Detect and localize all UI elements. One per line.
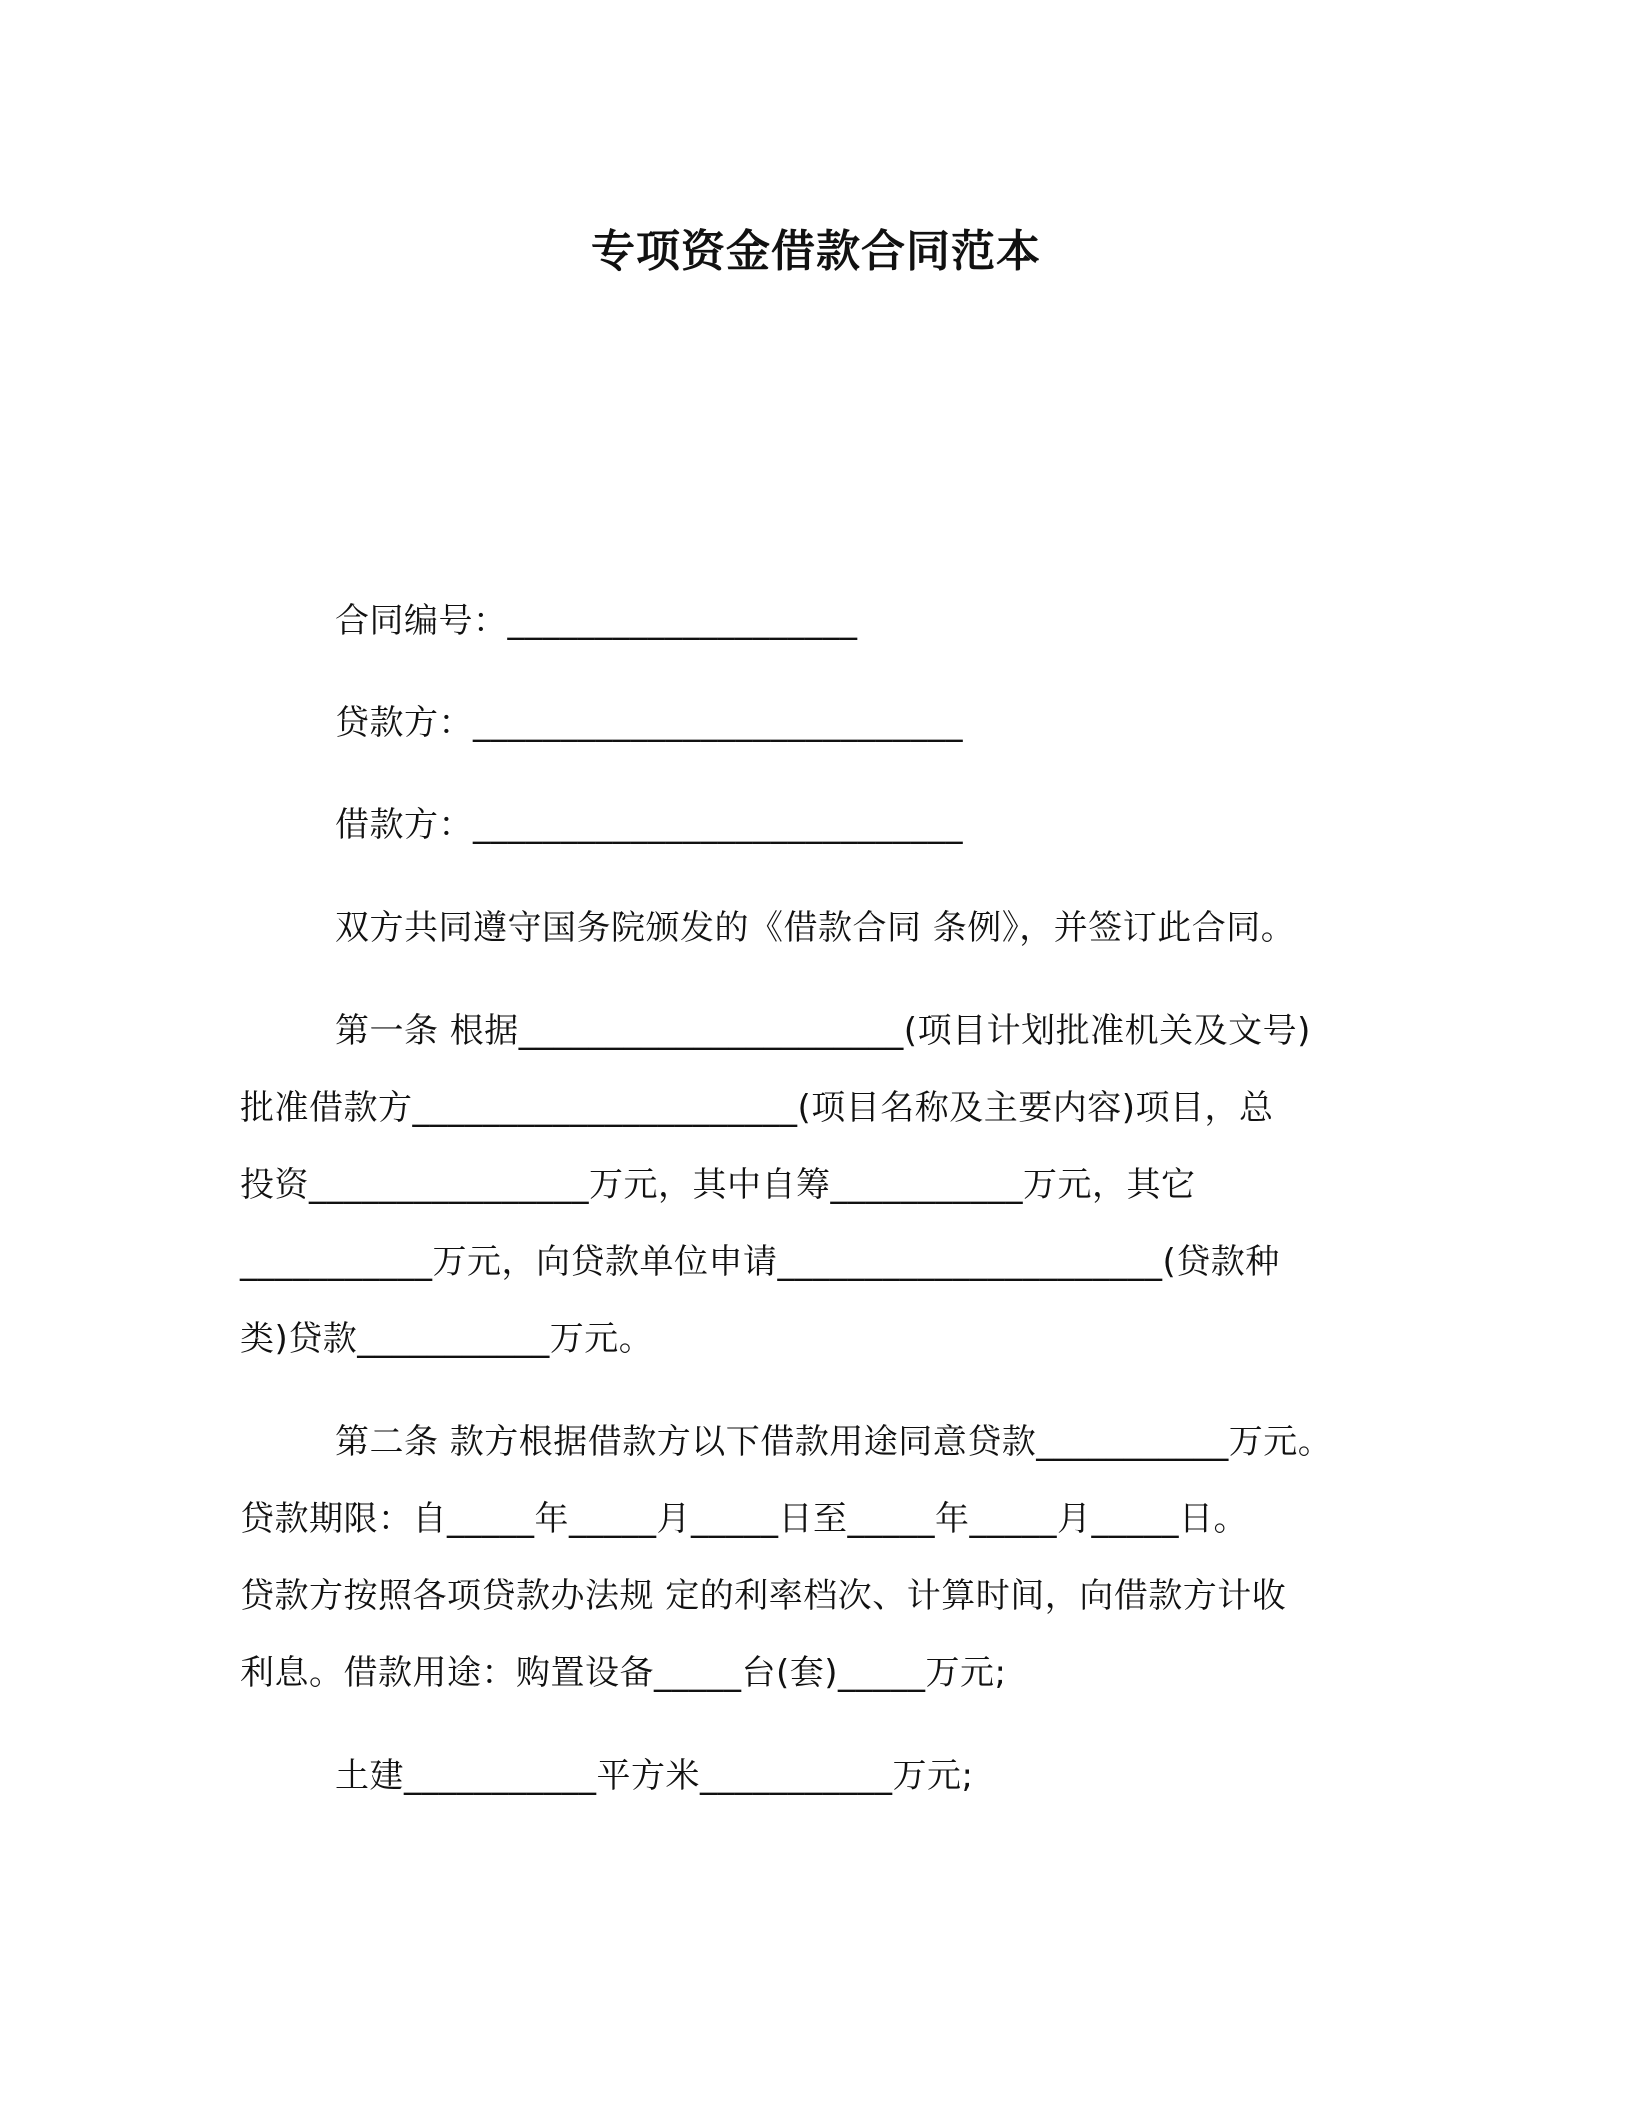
preamble-paragraph: 双方共同遵守国务院颁发的《借款合同 条例》，并签订此合同。 <box>335 908 1296 948</box>
contract-number-line: 合同编号：____________________ <box>335 601 858 641</box>
article-2-line-3: 贷款方按照各项贷款办法规 定的利率档次、计算时间，向借款方计收 <box>240 1576 1287 1616</box>
article-1-line-1: 第一条 根据______________________(项目计划批准机关及文号) <box>335 1011 1311 1051</box>
borrower-line: 借款方：____________________________ <box>335 805 963 845</box>
article-1-line-5: 类)贷款___________万元。 <box>240 1319 654 1359</box>
article-2-line-1: 第二条 款方根据借款方以下借款用途同意贷款___________万元。 <box>335 1422 1333 1462</box>
lender-line: 贷款方：____________________________ <box>335 703 963 743</box>
construction-line: 土建___________平方米___________万元; <box>335 1756 974 1796</box>
article-2-line-4: 利息。借款用途：购置设备_____台(套)_____万元; <box>240 1653 1007 1693</box>
document-title: 专项资金借款合同范本 <box>591 226 1041 277</box>
article-1-line-4: ___________万元，向贷款单位申请______________________(贷款种 <box>240 1242 1280 1282</box>
article-2-line-2: 贷款期限：自_____年_____月_____日至_____年_____月_____日。 <box>240 1499 1248 1539</box>
article-1-line-2: 批准借款方______________________(项目名称及主要内容)项目，总 <box>240 1088 1274 1128</box>
article-1-line-3: 投资________________万元，其中自筹___________万元，其它 <box>240 1165 1196 1205</box>
